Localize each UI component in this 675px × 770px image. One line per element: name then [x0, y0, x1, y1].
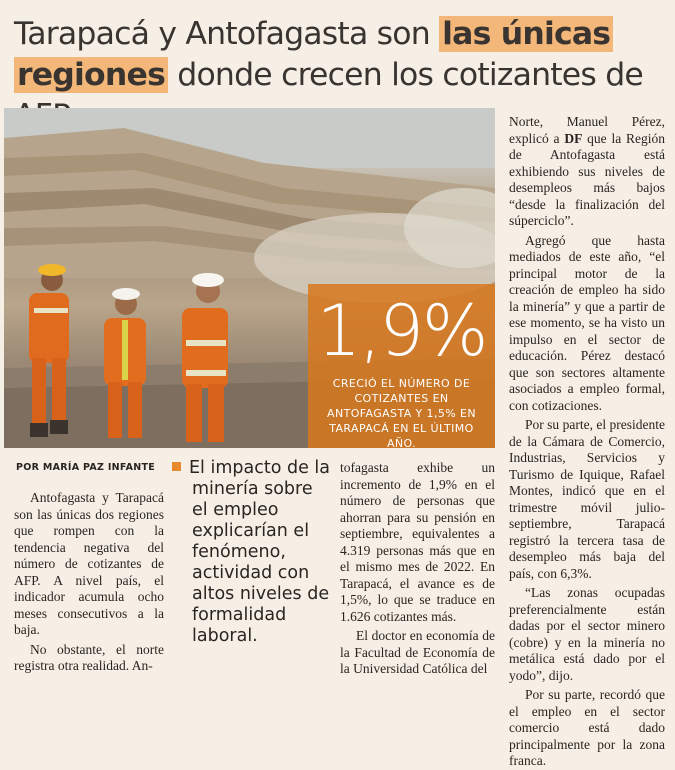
- paragraph: “Las zonas ocupadas preferencialmente están dadas por el sector minero (cobre) y en la minería no metálica está dado por el yodo”, dijo.: [509, 585, 665, 683]
- paragraph: El doctor en economía de la Facultad de Economía de la Universidad Católica del: [340, 628, 495, 676]
- article-column-3: [340, 460, 495, 678]
- article-column-1: [14, 490, 164, 675]
- paragraph: No obstante, el norte registra otra realidad. An-: [14, 641, 164, 673]
- headline-part2: donde crecen los cotizantes de: [177, 57, 643, 93]
- headline-highlight-2: regiones: [14, 57, 168, 93]
- stat-caption: CRECIÓ EL NÚMERO DE COTIZANTES EN ANTOFAGASTA Y 1,5% EN TARAPACÁ EN EL ÚLTIMO AÑO.: [327, 377, 476, 450]
- square-bullet-icon: [172, 462, 181, 471]
- article-column-4: [509, 114, 665, 770]
- text-run: Norte, Manuel Pérez, explicó a: [509, 114, 665, 146]
- paragraph: Por su parte, el presidente de la Cámara de Comercio, Industrias, Servicios y Turismo de Iquique, Rafael Montes, indicó que en el trimestre móvil julio-septiembre, Tarapacá registró la tercera tasa de desempleo más baja del país, con 6,3%.: [509, 417, 665, 581]
- headline-part1: Tarapacá y Antofagasta son: [14, 16, 440, 52]
- paragraph: Por su parte, recordó que el empleo en el sector comercio está dado principalmente por la zona franca.: [509, 687, 665, 768]
- stat-callout: [308, 284, 495, 448]
- paragraph: tofagasta exhibe un incremento de 1,9% en el número de personas que ahorran para su pensión en septiembre, equivalentes a 4.319 personas más que en el mismo mes de 2022. En Tarapacá, el avance es de 1,5%, lo que se traduce en 1.626 cotizantes más.: [340, 460, 495, 624]
- byline: POR MARÍA PAZ INFANTE: [16, 462, 156, 473]
- paragraph: Antofagasta y Tarapacá son las únicas dos regiones que rompen con la tendencia negativa del número de cotizantes de AFP. A nivel país, el indicador acumula ocho meses consecutivos a la baja.: [14, 490, 164, 637]
- headline-highlight-1: las únicas: [439, 16, 613, 52]
- paragraph: Agregó que hasta mediados de este año, “el principal motor de la creación de empleo ha sido la minería” y que a partir de ese momento, se ha visto un impulso en el sector de educación. Pérez destacó que son sectores altamente asociados a empleo formal, con cotizaciones.: [509, 232, 665, 413]
- paragraph: [509, 114, 665, 230]
- text-run: que la Región de Antofagasta está exhibiendo sus niveles de desempleos más bajos “desde la finalización del súperciclo”.: [509, 130, 665, 228]
- pull-quote: [172, 458, 332, 647]
- df-abbreviation: DF: [564, 130, 583, 146]
- pull-quote-text: El impacto de la minería sobre el empleo explicarían el fenómeno, actividad con altos niveles de formalidad laboral.: [189, 458, 330, 646]
- stat-value: 1,9%: [316, 290, 487, 372]
